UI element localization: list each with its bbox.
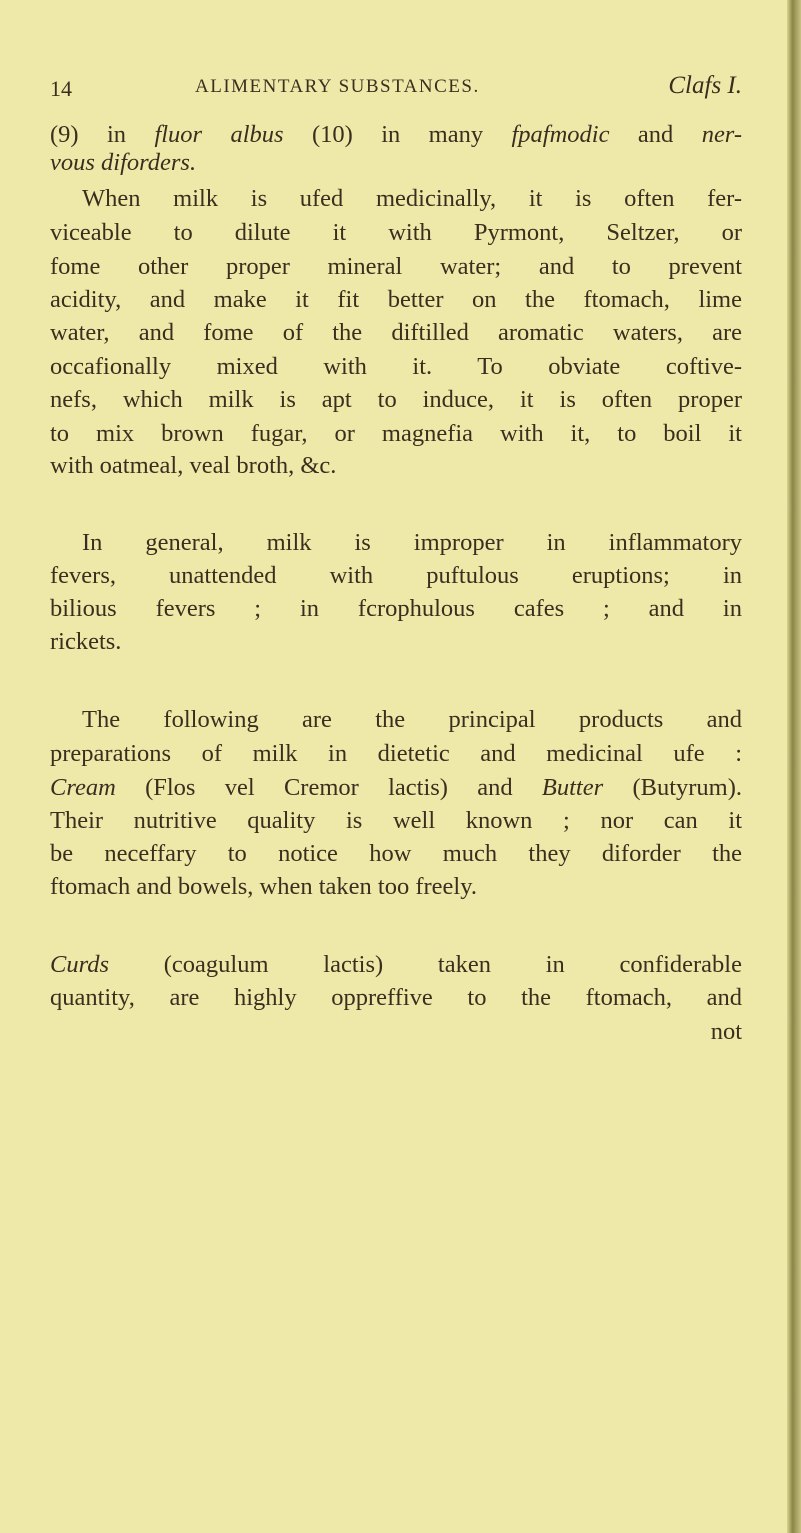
italic-text: vous diforders. [50, 149, 197, 176]
text-line [50, 148, 742, 178]
text-segment: In general, milk is improper in inflammatory [82, 529, 742, 556]
text-segment: nefs, which milk is apt to induce, it is often proper [50, 386, 742, 413]
italic-text: fpafmodic [511, 121, 610, 148]
text-segment: fevers, unattended with puftulous eruptions; in [50, 562, 742, 589]
text-line [50, 1017, 742, 1047]
text-line [50, 627, 742, 657]
text-line [50, 184, 742, 214]
text-line [50, 872, 742, 902]
text-line [50, 561, 742, 591]
text-line [50, 451, 742, 481]
text-line [50, 950, 742, 980]
text-segment: ftomach and bowels, when taken too freely. [50, 873, 478, 900]
text-segment: and [609, 121, 702, 148]
text-line [50, 528, 742, 558]
text-line [50, 352, 742, 382]
text-line [50, 839, 742, 869]
text-segment: Their nutritive quality is well known ; nor can it [50, 807, 742, 834]
page-number: 14 [50, 76, 72, 101]
text-line [50, 705, 742, 735]
class-label: Clafs I. [668, 72, 742, 99]
text-line [50, 773, 742, 803]
running-header [50, 70, 742, 110]
text-segment: preparations of milk in dietetic and medicinal ufe : [50, 740, 742, 767]
text-segment: viceable to dilute it with Pyrmont, Seltzer, or [50, 219, 742, 246]
text-line [50, 318, 742, 348]
italic-text: ner- [701, 121, 743, 148]
text-segment: water, and fome of the diftilled aromatic waters, are [50, 319, 742, 346]
text-segment: bilious fevers ; in fcrophulous cafes ; and in [50, 595, 742, 622]
text-line [50, 419, 742, 449]
text-segment: (9) in [50, 121, 155, 148]
text-segment: not [710, 1018, 742, 1045]
text-segment: occafionally mixed with it. To obviate coftive- [50, 353, 742, 380]
text-segment: fome other proper mineral water; and to prevent [50, 253, 742, 280]
italic-text: Cream [50, 774, 116, 801]
text-segment: acidity, and make it fit better on the ftomach, lime [50, 286, 742, 313]
text-segment: The following are the principal products and [82, 706, 742, 733]
text-segment: with oatmeal, veal broth, &c. [50, 452, 337, 479]
text-line [50, 806, 742, 836]
text-line [50, 120, 742, 150]
text-segment: (coagulum lactis) taken in confiderable [109, 951, 742, 978]
text-segment: (10) in many [283, 121, 512, 148]
text-segment: to mix brown fugar, or magnefia with it, to boil it [50, 420, 742, 447]
text-line [50, 594, 742, 624]
text-line [50, 218, 742, 248]
text-segment: (Flos vel Cremor lactis) and [115, 774, 542, 801]
italic-text: Curds [50, 951, 110, 978]
text-segment: be neceffary to notice how much they diforder the [50, 840, 742, 867]
running-title: ALIMENTARY SUBSTANCES. [195, 76, 480, 97]
text-segment: (Butyrum). [603, 774, 742, 801]
text-line [50, 252, 742, 282]
text-line [50, 983, 742, 1013]
text-line [50, 385, 742, 415]
text-segment: When milk is ufed medicinally, it is often fer- [82, 185, 742, 212]
text-line [50, 285, 742, 315]
page-edge [787, 0, 801, 1533]
text-segment: quantity, are highly oppreffive to the ftomach, and [50, 984, 742, 1011]
text-segment: rickets. [50, 628, 122, 655]
text-line [50, 739, 742, 769]
italic-text: fluor albus [154, 121, 284, 148]
italic-text: Butter [541, 774, 604, 801]
